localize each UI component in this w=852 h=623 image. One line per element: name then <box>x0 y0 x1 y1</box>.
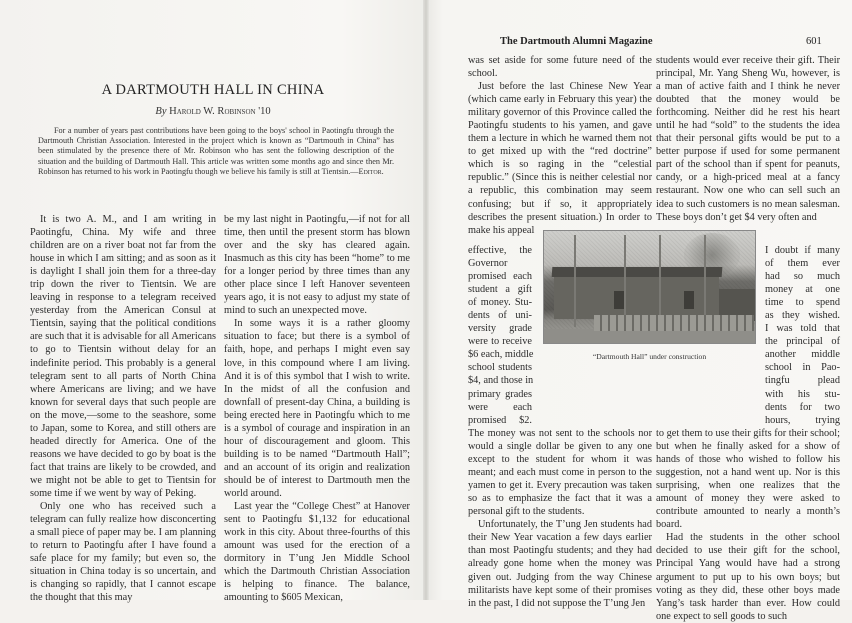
wrap-line: I doubt if many <box>765 245 840 256</box>
right-column-2-bottom <box>656 427 840 623</box>
photo-ground <box>544 329 755 344</box>
photo-door <box>614 291 624 309</box>
wrap-line: money at one <box>765 284 840 296</box>
photo-brick-stack <box>594 315 754 331</box>
wrap-line: were each <box>468 401 532 413</box>
right-column-1-bottom <box>468 427 652 610</box>
byline-by: By <box>155 106 167 117</box>
wrap-line: had so much <box>765 271 840 283</box>
paragraph: The money was not sent to the schools nor would a single dollar be given to any one except to the student for whom it was meant; and each must come in person to the yamen to get it. Every precaution was taken so as to emphasize the fact that it was a personal gift to the students. <box>468 428 652 518</box>
intro-signature: Editor. <box>358 166 384 176</box>
wrap-line: versity grade <box>468 323 532 335</box>
wrap-line: school students <box>468 362 532 374</box>
paragraph: Just before the last Chinese New Year (which came early in February this year) the military governor of this Province called the Paotingfu students to his yamen, and gave them a lecture in which he warned them not to get mixed up with the “red doctrine” which is so raging in the “celestial republic.” (Since this is neither celestial nor a republic, this combination may seem confusing; but if so, it appropriately describes the present situation.) In order to make his appeal <box>468 81 652 236</box>
wrap-line: school in Pao- <box>765 362 840 374</box>
wrap-line: promised each <box>468 271 532 283</box>
paragraph: It is two A. M., and I am writing in Paotingfu, China. My wife and three children are on a river boat not far from the house in which I am sitting; and as soon as it is daylight I shall join them for a three-day trip down the river to Tientsin. We are leaving in response to a telegram received yesterday from the American Consul at Tientsin, saying that the political conditions are such that it is advisable for all Americans to go to Tientsin without delay for an indefinite period. This probably is a general telegram sent to all parts of North China where Americans are living; and we have known for several days that such people are on the move,—some to the seashore, some to Japan, some to Korea, and still others are headed directly for America. One of the reasons we have decided to go by boat is the fact that trains are likely to be crowded, and we might not be able to get to Tientsin for some time if we went by way of Peking. <box>30 214 216 499</box>
wrap-line: tingfu plead <box>765 375 840 387</box>
left-column-2 <box>224 213 410 604</box>
wrap-line: as they wished. <box>765 310 840 322</box>
wrap-line: $6 each, middle <box>468 349 534 361</box>
wrap-line: of money. Stu- <box>468 297 532 309</box>
right-column-2-wrap <box>765 244 840 427</box>
right-column-1-top <box>468 54 652 237</box>
editor-intro <box>38 126 394 177</box>
photo-scaffold-pole <box>574 235 576 327</box>
photo-wall <box>554 277 719 319</box>
photo-scaffold-pole <box>624 235 626 327</box>
byline-author: Harold W. Robinson <box>169 106 256 117</box>
paragraph: to get them to use their gifts for their school; but when he finally asked for a show of hands of those who wished to follow his suggestion, not a hand went up. Nor is this surprising, when one realizes that the amount of money they were asked to contribute amounted to nearly a month’s board. <box>656 428 840 531</box>
right-column-2-top <box>656 54 840 224</box>
photo-roof <box>552 267 723 277</box>
wrap-line: effective, the <box>468 245 532 256</box>
wrap-line: another middle <box>765 349 840 361</box>
intro-text: For a number of years past contributions have been going to the boys' school in Paotingfu through the Dartmouth Christian Association. Interested in the project which is known as “Dartmouth in China” has been stimulated by the presence there of Mr. Robinson who has sent the following description of the situation and the building of Dartmouth Hall. This article was written some months ago and since then Mr. Robinson has returned to his work in Paotingfu though we believe his family is still at Tientsin.— <box>38 126 394 176</box>
byline <box>0 106 426 117</box>
paragraph: be my last night in Paotingfu,—if not for all time, then until the present storm has blown over and the sky has cleared again. Inasmuch as this city has been “home” to me for a longer period by three times than any other place since I left Hanover seventeen years ago, it is not easy to adjust my state of mind to such an unexpected move. <box>224 214 410 317</box>
paragraph: Last year the “College Chest” at Hanover sent to Paotingfu $1,132 for educational work in this city. About three-fourths of this amount was used for the erection of a dormitory in T’ung Jen Middle School which the Dartmouth Christian Association is helping to finance. The balance, amounting to $605 Mexican, <box>224 501 410 604</box>
page-number: 601 <box>806 36 822 47</box>
photo-scaffold-pole <box>704 235 706 327</box>
paragraph: Unfortunately, the T’ung Jen students had their New Year vacation a few days earlier than most Paotingfu students; and they had already gone home when the money was given out. Judging from the way Chinese militarists have kept some of their promises in the past, I did not suppose the T’ung Jen <box>468 519 652 609</box>
paragraph: was set aside for some future need of the school. <box>468 55 652 80</box>
wrap-line: promised $2. <box>468 414 532 426</box>
wrap-line: Governor <box>468 258 508 270</box>
photo-door <box>684 291 694 309</box>
paragraph: students would ever receive their gift. Their principal, Mr. Yang Sheng Wu, however, is a man of active faith and I think he never doubted that the money would be forthcoming. Neither did he rest his heart until he had “sold” to the students the idea that their personal gifts would be put to a better purpose if used for some permanent part of the school than if spent for peanuts, candy, or a high-priced meal at a fancy restaurant. Now one who can sell such an idea to such customers is no mean salesman. These boys don’t get $4 very often and <box>656 55 840 223</box>
wrap-line: I was told that <box>765 323 840 335</box>
running-head: The Dartmouth Alumni Magazine <box>500 36 653 47</box>
wrap-line: hours, trying <box>765 414 840 426</box>
wrap-line: dents for two <box>765 401 840 413</box>
byline-class-year: '10 <box>258 106 271 117</box>
article-title: A DARTMOUTH HALL IN CHINA <box>101 82 325 98</box>
paragraph: Had the students in the other school decided to use their gift for the school, Principal Yang would have had a strong argument to put up to his own boys; but voting as they did, these other boys made Yang’s task harder than ever. How could one expect to sell goods to such <box>656 532 840 622</box>
paragraph: In some ways it is a rather gloomy situation to face; but there is a symbol of faith, hope, and perhaps I might even say love, in this compound where I am living. And it is of this symbol that I wish to write. In the midst of all the confusion and downfall of present-day China, a building is being erected here in Paotingfu which to me is a symbol of courage and inspiration in an hour of discouragement and gloom. This building is to be named “Dartmouth Hall”; and an account of its origin and realization should be of interest to Dartmouth men the world around. <box>224 318 410 499</box>
wrap-line: of them ever <box>765 258 840 270</box>
wrap-line: student a gift <box>468 284 532 296</box>
wrap-line: with his stu- <box>765 388 840 400</box>
wrap-line: the principal of <box>765 336 840 348</box>
right-column-1-wrap <box>468 244 532 427</box>
page-gutter <box>423 0 429 600</box>
photo-caption: “Dartmouth Hall” under construction <box>592 352 707 361</box>
paragraph: Only one who has received such a telegram can fully realize how disconcerting a small piece of paper may be. I am planning to return to Paotingfu after I have found a safe place for my family; but even so, the situation in China today is so uncertain, and is changing so rapidly, that I cannot escape the thought that this may <box>30 501 216 604</box>
wrap-line: time to spend <box>765 297 840 309</box>
left-page <box>0 0 426 604</box>
wrap-line: were to receive <box>468 336 532 348</box>
photo-scaffold-pole <box>659 235 661 327</box>
construction-photo <box>543 230 756 344</box>
wrap-line: primary grades <box>468 388 532 400</box>
wrap-line: $4, and those in <box>468 375 534 387</box>
wrap-line: dents of uni- <box>468 310 532 322</box>
left-column-1 <box>30 213 216 604</box>
